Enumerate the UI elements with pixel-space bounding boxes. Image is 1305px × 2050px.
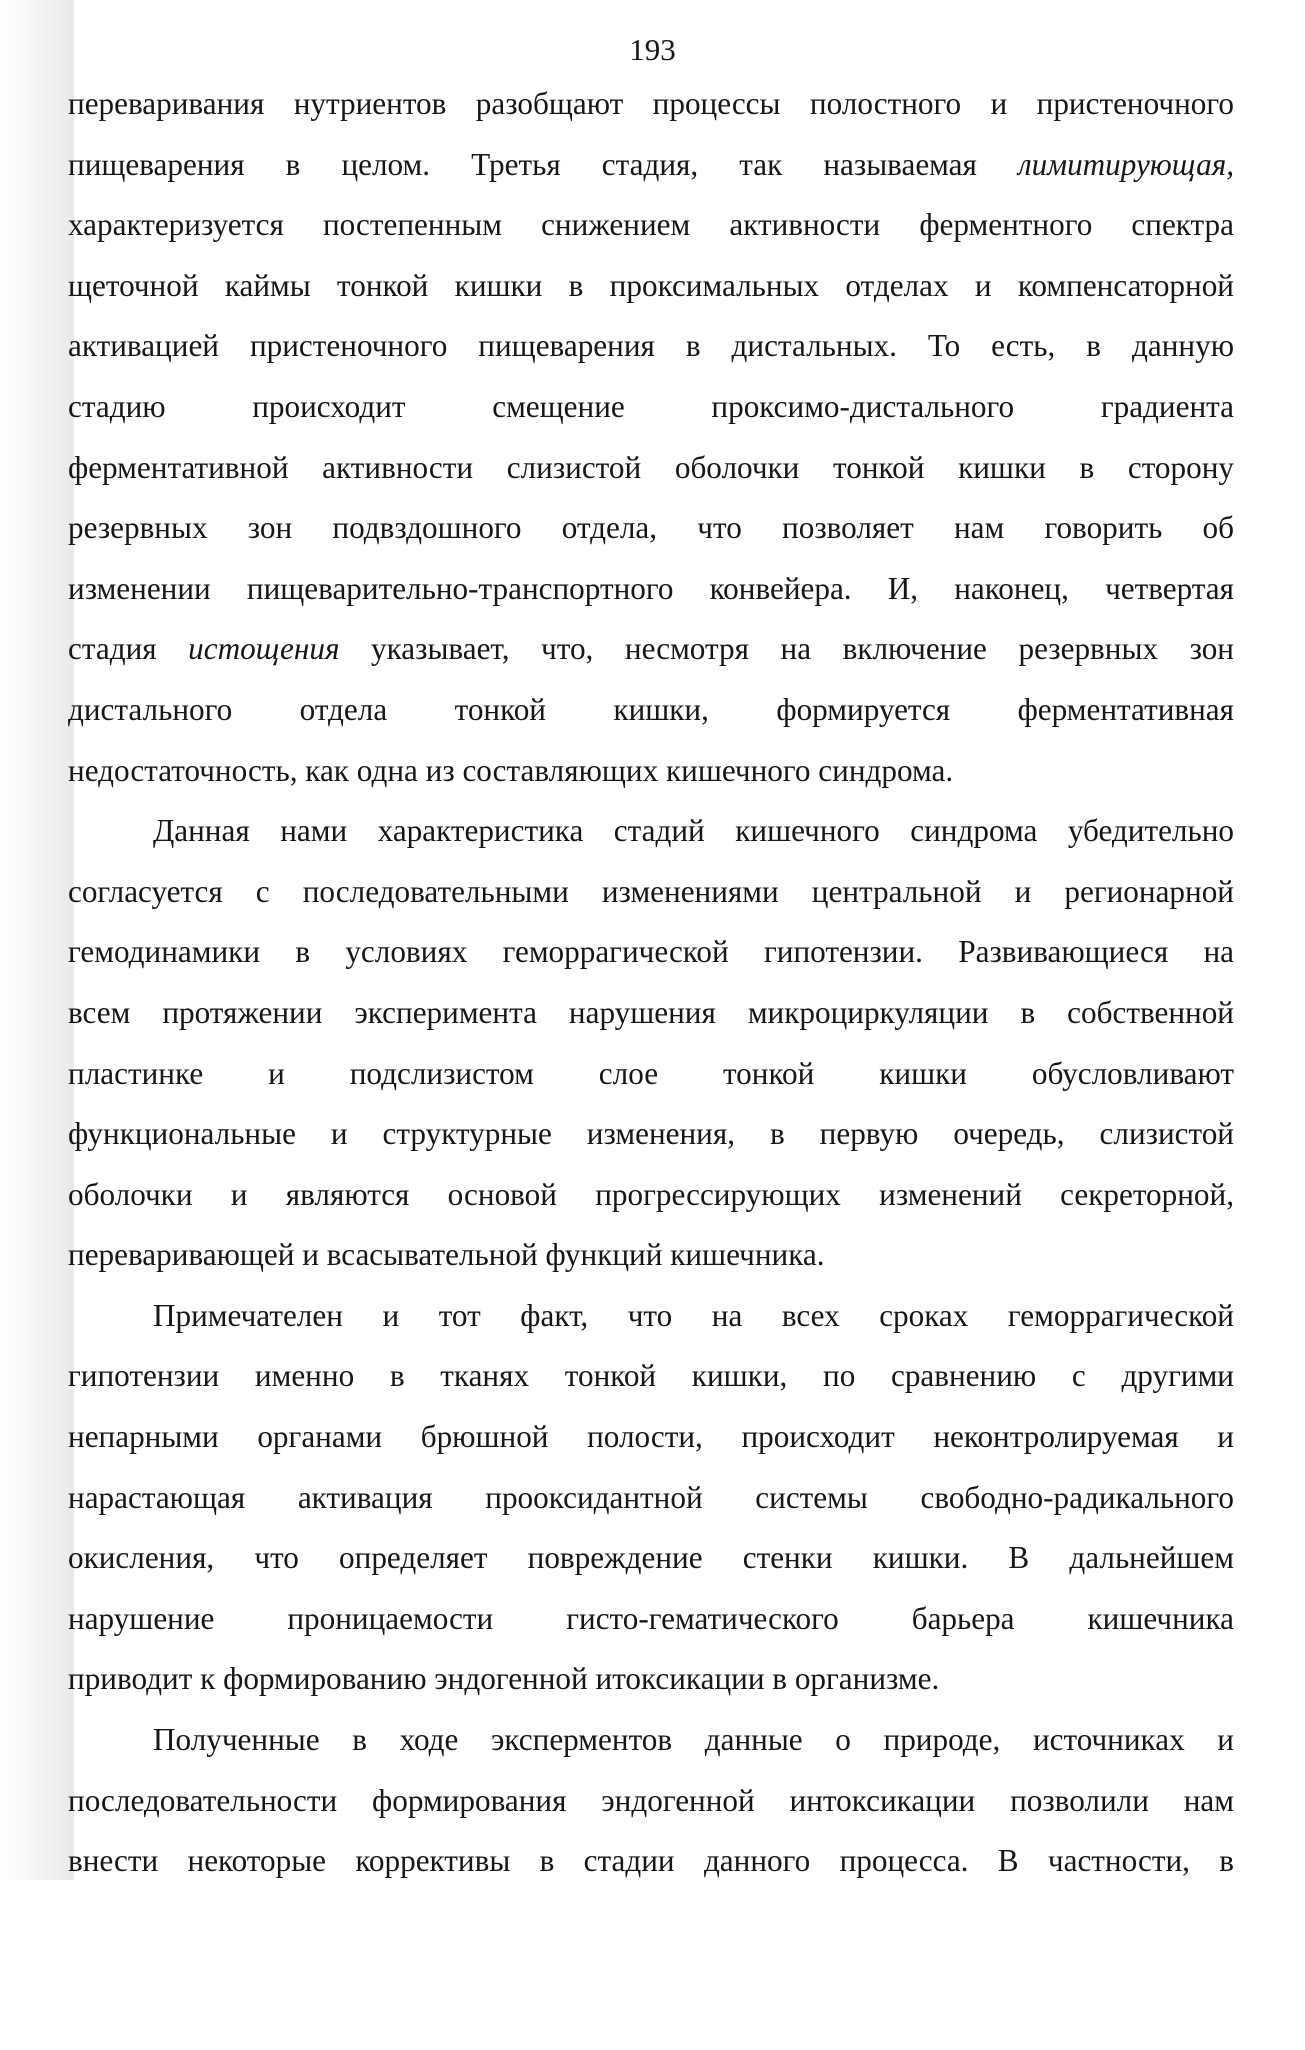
text-line: оболочки и являются основой прогрессирующих изменений секреторной, — [68, 1176, 1234, 1212]
text-line: пластинке и подслизистом слое тонкой кишки обусловливают — [68, 1055, 1234, 1091]
text-line: активацией пристеночного пищеварения в дистальных. То есть, в данную — [68, 328, 1234, 364]
italic-term: лимитирующая, — [1017, 146, 1234, 182]
text-line: гемодинамики в условиях геморрагической гипотензии. Развивающиеся на — [68, 934, 1234, 970]
text-line: стадию происходит смещение проксимо-дистального градиента — [68, 388, 1234, 424]
text-line: нарушение проницаемости гисто-гематического барьера кишечника — [68, 1600, 1234, 1636]
text-line: изменении пищеварительно-транспортного конвейера. И, наконец, четвертая — [68, 570, 1234, 606]
text-line: Полученные в ходе эксперментов данные о природе, источниках и — [153, 1722, 1234, 1758]
text-line: функциональные и структурные изменения, в первую очередь, слизистой — [68, 1116, 1234, 1152]
text-line: щеточной каймы тонкой кишки в проксимальных отделах и компенсаторной — [68, 267, 1234, 303]
text-line: согласуется с последовательными изменениями центральной и регионарной — [68, 873, 1234, 909]
italic-term: истощения — [188, 631, 340, 667]
text-line: Данная нами характеристика стадий кишечного синдрома убедительно — [153, 813, 1234, 849]
text-line: недостаточность, как одна из составляющих кишечного синдрома. — [68, 752, 954, 788]
text-line: дистального отдела тонкой кишки, формируется ферментативная — [68, 691, 1234, 727]
text-line: нарастающая активация прооксидантной системы свободно-радикального — [68, 1479, 1234, 1515]
text-line: переваривающей и всасывательной функций кишечника. — [68, 1237, 825, 1273]
text-line: ферментативной активности слизистой оболочки тонкой кишки в сторону — [68, 449, 1234, 485]
text-line: непарными органами брюшной полости, происходит неконтролируемая и — [68, 1419, 1234, 1455]
text-line: переваривания нутриентов разобщают процессы полостного и пристеночного — [68, 86, 1234, 121]
text-line: всем протяжении эксперимента нарушения микроциркуляции в собственной — [68, 994, 1234, 1030]
text-line: окисления, что определяет повреждение стенки кишки. В дальнейшем — [68, 1540, 1234, 1576]
text-line: характеризуется постепенным снижением активности ферментного спектра — [68, 207, 1234, 243]
text-line: стадия истощения указывает, что, несмотря на включение резервных зон — [68, 631, 1234, 667]
text-line: Примечателен и тот факт, что на всех сроках геморрагической — [153, 1297, 1234, 1333]
text-line: пищеварения в целом. Третья стадия, так называемая лимитирующая, — [68, 146, 1234, 182]
text-line: гипотензии именно в тканях тонкой кишки, по сравнению с другими — [68, 1358, 1234, 1394]
text-line: резервных зон подвздошного отдела, что позволяет нам говорить об — [68, 510, 1234, 546]
scan-shadow-edge — [0, 0, 74, 1880]
text-line: последовательности формирования эндогенной интоксикации позволили нам — [68, 1782, 1234, 1818]
text-line: внести некоторые коррективы в стадии данного процесса. В частности, в — [68, 1843, 1234, 1879]
page-number: 193 — [629, 32, 676, 67]
text-line: приводит к формированию эндогенной итоксикации в организме. — [68, 1661, 940, 1697]
body-text — [68, 74, 1234, 1892]
